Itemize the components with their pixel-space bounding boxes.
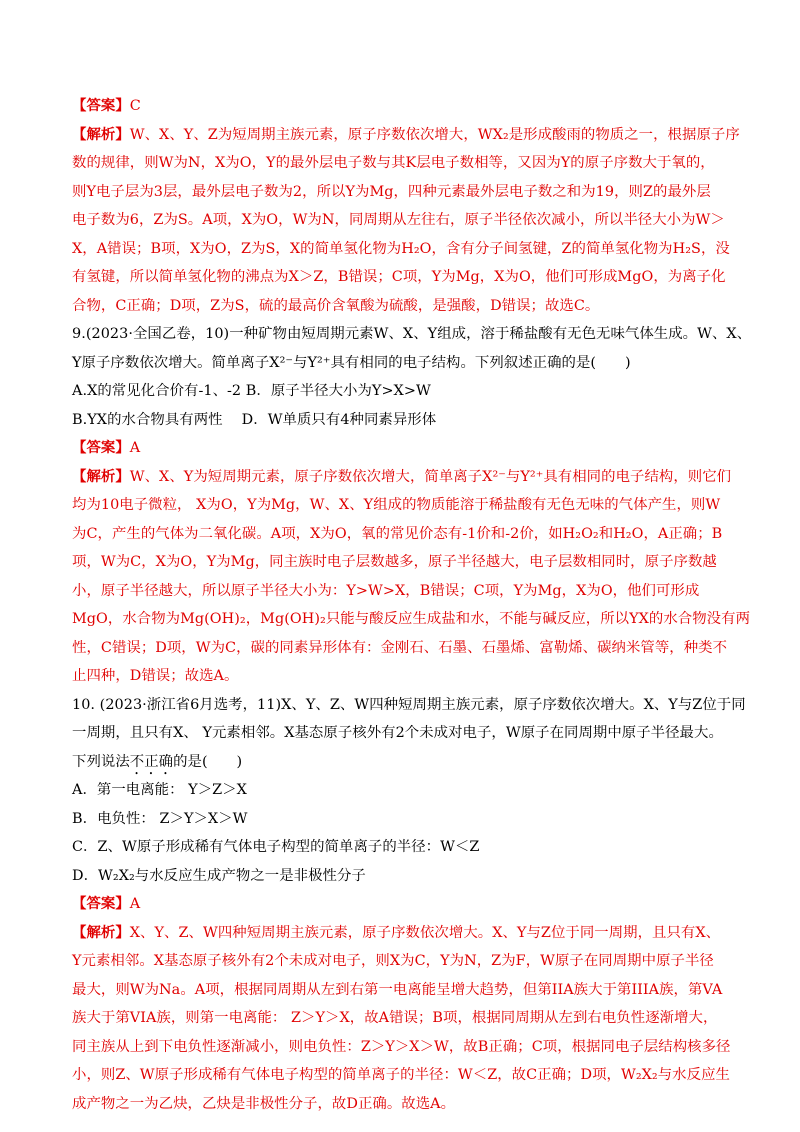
emphasis-text: 不正确 <box>129 753 174 770</box>
answer-value: C <box>129 98 141 114</box>
q9-stem-line: 9.(2023·全国乙卷，10)一种矿物由短周期元素W、X、Y组成，溶于稀盐酸有无色无味气体生成。W、X、 <box>72 326 752 342</box>
q8-analysis-line <box>72 121 740 150</box>
q9-analysis-line: 止四种，D错误；故选A。 <box>72 668 239 684</box>
answer-tag: 【答案】 <box>72 439 130 456</box>
q10-stem-line: 10. (2023·浙江省6月选考，11)X、Y、Z、W四种短周期主族元素，原子序数依次增大。X、Y与Z位于同 <box>72 696 746 713</box>
q8-analysis-line: 合物，C正确；D项，Z为S，硫的最高价含氧酸为硫酸，是强酸，D错误；故选C。 <box>72 297 600 314</box>
q9-analysis-line: MgO，水合物为Mg(OH)₂，Mg(OH)₂只能与酸反应生成盐和水，不能与碱反应，所以YX的水合物没有两 <box>72 611 751 627</box>
answer-value: A <box>129 440 141 456</box>
q10-analysis-line: Y元素相邻。X基态原子核外有2个未成对电子，则X为C，Y为N，Z为F，W原子在同周期中原子半径 <box>72 953 714 969</box>
q9-analysis-line <box>72 463 732 492</box>
analysis-text: W、X、Y为短周期元素，原子序数依次增大，简单离子X²⁻与Y²⁺具有相同的电子结构，则它们 <box>129 468 732 485</box>
q9-option-line: A.X的常见化合价有-1、-2 B．原子半径大小为Y>X>W <box>72 383 431 399</box>
q10-analysis-line <box>72 919 732 948</box>
q10-analysis-line: 小，则Z、W原子形成稀有气体电子构型的简单离子的半径：W＜Z，故C正确；D项，W₂X₂与水反应生 <box>72 1067 730 1083</box>
analysis-tag: 【解析】 <box>72 125 130 143</box>
q10-analysis-line: 族大于第VIA族，则第一电离能： Z＞Y＞X，故A错误；B项，根据同周期从左到右电负性逐渐增大， <box>72 1010 718 1026</box>
q9-analysis-line: 项，W为C，X为O，Y为Mg，同主族时电子层数越多，原子半径越大，电子层数相同时，原子序数越 <box>72 554 717 570</box>
q8-analysis-line: X，A错误；B项，X为O，Z为S，X的简单氢化物为H₂O，含有分子间氢键，Z的简单氢化物为H₂S，没 <box>72 240 730 257</box>
q10-option-line: D．W₂X₂与水反应生成产物之一是非极性分子 <box>72 867 366 884</box>
q8-analysis-line: 数的规律，则W为N，X为O，Y的最外层电子数与其K层电子数相等，又因为Y的原子序数大于氧的， <box>72 155 715 171</box>
q8-answer-line <box>72 92 732 121</box>
analysis-text: W、X、Y、Z为短周期主族元素，原子序数依次增大，WX₂是形成酸雨的物质之一，根据原子序 <box>129 126 740 143</box>
q9-answer-line <box>72 434 732 463</box>
q9-analysis-line: 性，C错误；D项，W为C，碳的同素异形体有：金刚石、石墨、石墨烯、富勒烯、碳纳米管等，种类不 <box>72 639 728 656</box>
stem-suffix: 的是( ) <box>173 753 243 770</box>
answer-tag: 【答案】 <box>72 97 130 114</box>
stem-prefix: 下列说法 <box>72 753 130 770</box>
q10-answer-line <box>72 890 732 919</box>
q10-stem-line: 一周期，且只有X、 Y元素相邻。X基态原子核外有2个未成对电子，W原子在同周期中原子半径最大。 <box>72 725 723 741</box>
q10-analysis-line: 最大，则W为Na。A项，根据同周期从左到右第一电离能呈增大趋势，但第IIA族大于第IIIA族，第VA <box>72 981 723 998</box>
analysis-text: X、Y、Z、W四种短周期主族元素，原子序数依次增大。X、Y与Z位于同一周期，且只有X、 <box>129 924 721 941</box>
q10-option-line: B．电负性： Z＞Y＞X＞W <box>72 810 248 827</box>
q9-analysis-line: 为C，产生的气体为二氧化碳。A项，X为O，氧的常见价态有-1价和-2价，如H₂O₂和H₂O，A正确；B <box>72 525 723 542</box>
q10-option-line: C．Z、W原子形成稀有气体电子构型的简单离子的半径：W＜Z <box>72 839 480 855</box>
document-page <box>72 92 752 1118</box>
q9-option-line: B.YX的水合物具有两性 D．W单质只有4种同素异形体 <box>72 411 437 428</box>
q8-analysis-line: 电子数为6，Z为S。A项，X为O，W为N，同周期从左往右，原子半径依次减小，所以半径大小为W＞ <box>72 212 725 228</box>
answer-tag: 【答案】 <box>72 895 130 912</box>
q9-analysis-line: 小，原子半径越大，所以原子半径大小为：Y>W>X，B错误；C项，Y为Mg，X为O，他们可形成 <box>72 582 700 599</box>
q8-analysis-line: 则Y电子层为3层，最外层电子数为2，所以Y为Mg，四种元素最外层电子数之和为19，则Z的最外层 <box>72 183 711 200</box>
q8-analysis-line: 有氢键，所以简单氢化物的沸点为X＞Z，B错误；C项，Y为Mg，X为O，他们可形成MgO，为离子化 <box>72 269 726 285</box>
q10-stem-line <box>72 748 732 777</box>
analysis-tag: 【解析】 <box>72 467 130 485</box>
q9-analysis-line: 均为10电子微粒， X为O，Y为Mg，W、X、Y组成的物质能溶于稀盐酸有无色无味的气体产生，则W <box>72 497 721 513</box>
q10-analysis-line: 成产物之一为乙炔，乙炔是非极性分子，故D正确。故选A。 <box>72 1095 456 1112</box>
analysis-tag: 【解析】 <box>72 923 130 941</box>
q10-analysis-line: 同主族从上到下电负性逐渐减小，则电负性：Z＞Y＞X＞W，故B正确；C项，根据同电子层结构核多径 <box>72 1038 731 1055</box>
q9-stem-line: Y原子序数依次增大。简单离子X²⁻与Y²⁺具有相同的电子结构。下列叙述正确的是( ) <box>72 354 631 371</box>
q10-option-line: A．第一电离能： Y＞Z＞X <box>72 782 247 798</box>
answer-value: A <box>129 896 141 912</box>
